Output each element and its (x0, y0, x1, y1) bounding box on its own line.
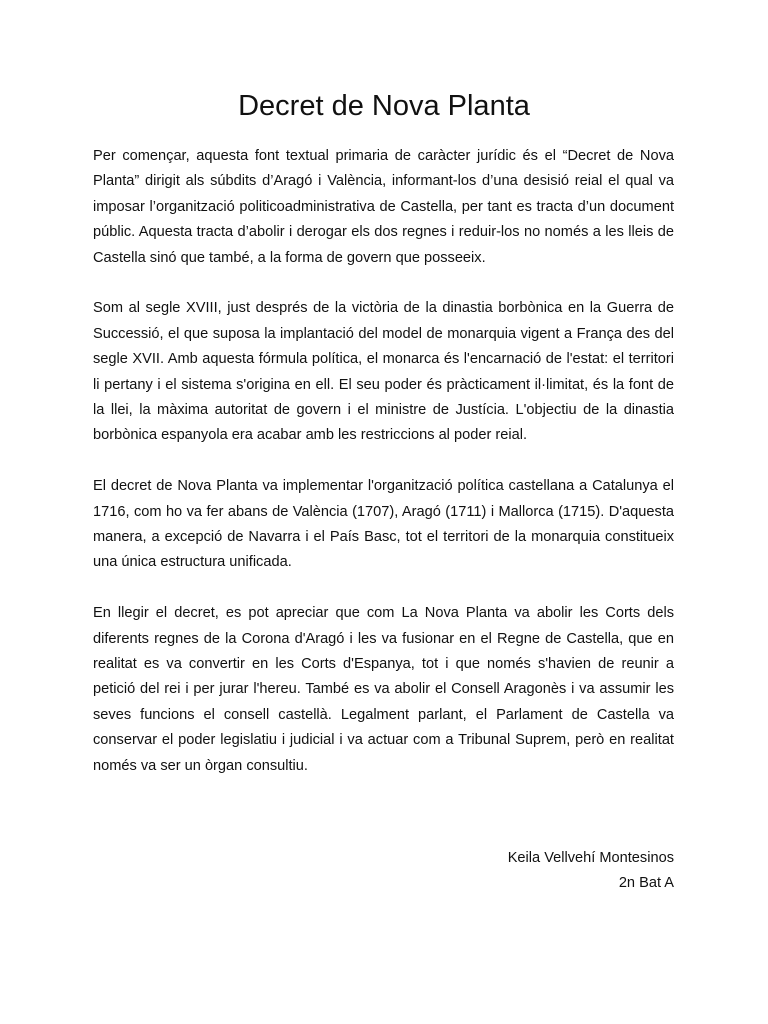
author-name: Keila Vellvehí Montesinos (507, 850, 674, 866)
page-title: Decret de Nova Planta (238, 90, 530, 122)
document-body (93, 144, 674, 805)
paragraph-4: En llegir el decret, es pot apreciar que com La Nova Planta va abolir les Corts dels diferents regnes de la Corona d'Aragó i les va fusionar en el Regne de Castella, que en realitat es va convertir en les Corts d'Espanya, tot i que només s'havien de reunir a petició del rei i per jurar l'hereu. També es va abolir el Consell Aragonès i va assumir les seves funcions el consell castellà. Legalment parlant, el Parlament de Castella va conservar el poder legislatiu i judicial i va actuar com a Tribunal Suprem, però en realitat només va ser un òrgan consultiu. (93, 605, 674, 774)
class-label: 2n Bat A (618, 875, 674, 892)
paragraph-3: El decret de Nova Planta va implementar l'organització política castellana a Catalunya el 1716, com ho va fer abans de València (1707), Aragó (1711) i Mallorca (1715). D'aquesta manera, a excepció de Navarra i el País Basc, tot el territori de la monarquia constitueix una única estructura unificada. (93, 478, 674, 571)
paragraph-1: Per començar, aquesta font textual primaria de caràcter jurídic és el “Decret de Nova Planta” dirigit als súbdits d’Aragó i València, informant-los d’una desisió reial el qual va imposar l’organització politicoadministrativa de Castella, per tant es tracta d’un document públic. Aquesta tracta d’abolir i derogar els dos regnes i reduir-los no només a les lleis de Castella sinó que també, a la forma de govern que posseeix. (93, 148, 674, 266)
signature-block (93, 846, 674, 897)
paragraph-2: Som al segle XVIII, just després de la victòria de la dinastia borbònica en la Guerra de Successió, el que suposa la implantació del model de monarquia vigent a França des del segle XVII. Amb aquesta fórmula política, el monarca és l'encarnació de l'estat: el territori li pertany i el sistema s'origina en ell. El seu poder és pràcticament il·limitat, és la font de la llei, la màxima autoritat de govern i el ministre de Justícia. L'objectiu de la dinastia borbònica espanyola era acabar amb les restriccions al poder reial. (93, 300, 674, 444)
